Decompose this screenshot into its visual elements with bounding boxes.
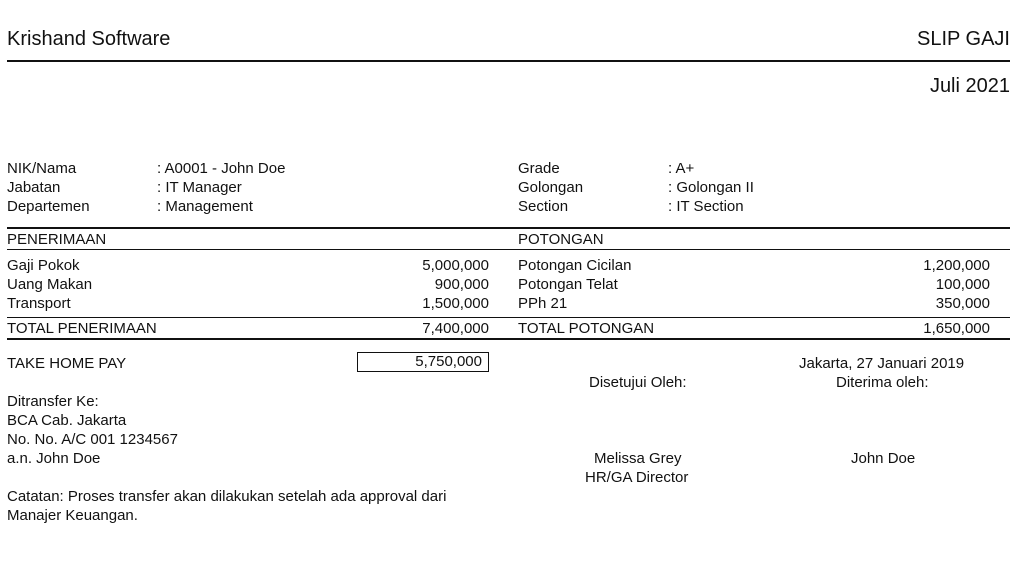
total-deductions-amount: 1,650,000 [923,320,990,337]
earning-amount: 1,500,000 [422,295,489,312]
deduction-amount: 350,000 [935,295,990,312]
company-name: Krishand Software [7,28,171,50]
transfer-line: Ditransfer Ke: [7,393,99,410]
nik-label: NIK/Nama [7,160,77,177]
deductions-heading: POTONGAN [518,231,604,248]
nik-value: : A0001 - John Doe [157,160,286,177]
earning-label: Transport [7,295,71,312]
approver-name: Melissa Grey [594,450,682,467]
jabatan-value: : IT Manager [157,179,242,196]
earning-label: Uang Makan [7,276,93,293]
deduction-label: Potongan Telat [518,276,618,293]
transfer-line: No. No. A/C 001 1234567 [7,431,178,448]
total-earnings-amount: 7,400,000 [422,320,489,337]
departemen-label: Departemen [7,198,90,215]
take-home-label: TAKE HOME PAY [7,355,127,372]
grade-label: Grade [518,160,560,177]
receiver-name: John Doe [851,450,916,467]
deduction-amount: 100,000 [935,276,990,293]
earning-amount: 5,000,000 [422,257,489,274]
transfer-line: a.n. John Doe [7,450,101,467]
header-divider [7,60,1010,62]
total-earnings-label: TOTAL PENERIMAAN [7,320,157,337]
table-heading-rule [7,249,1010,250]
approved-by-label: Disetujui Oleh: [589,374,687,391]
total-deductions-label: TOTAL POTONGAN [518,320,655,337]
take-home-amount: 5,750,000 [357,352,489,372]
earning-amount: 900,000 [434,276,489,293]
note-line: Manajer Keuangan. [7,507,138,524]
received-by-label: Diterima oleh: [836,374,929,391]
place-date: Jakarta, 27 Januari 2019 [799,355,965,372]
section-label: Section [518,198,569,215]
jabatan-label: Jabatan [7,179,61,196]
deduction-label: PPh 21 [518,295,568,312]
earning-label: Gaji Pokok [7,257,80,274]
totals-top-rule [7,317,1010,318]
approver-title: HR/GA Director [585,469,689,486]
document-title: SLIP GAJI [916,28,1010,50]
earnings-heading: PENERIMAAN [7,231,107,248]
table-top-rule [7,227,1010,229]
pay-period: Juli 2021 [929,75,1010,97]
deduction-amount: 1,200,000 [923,257,990,274]
golongan-label: Golongan [518,179,584,196]
section-value: : IT Section [668,198,744,215]
note-line: Catatan: Proses transfer akan dilakukan setelah ada approval dari [7,488,447,505]
totals-bottom-rule [7,338,1010,340]
golongan-value: : Golongan II [668,179,754,196]
transfer-line: BCA Cab. Jakarta [7,412,127,429]
deduction-label: Potongan Cicilan [518,257,632,274]
grade-value: : A+ [668,160,695,177]
departemen-value: : Management [157,198,253,215]
